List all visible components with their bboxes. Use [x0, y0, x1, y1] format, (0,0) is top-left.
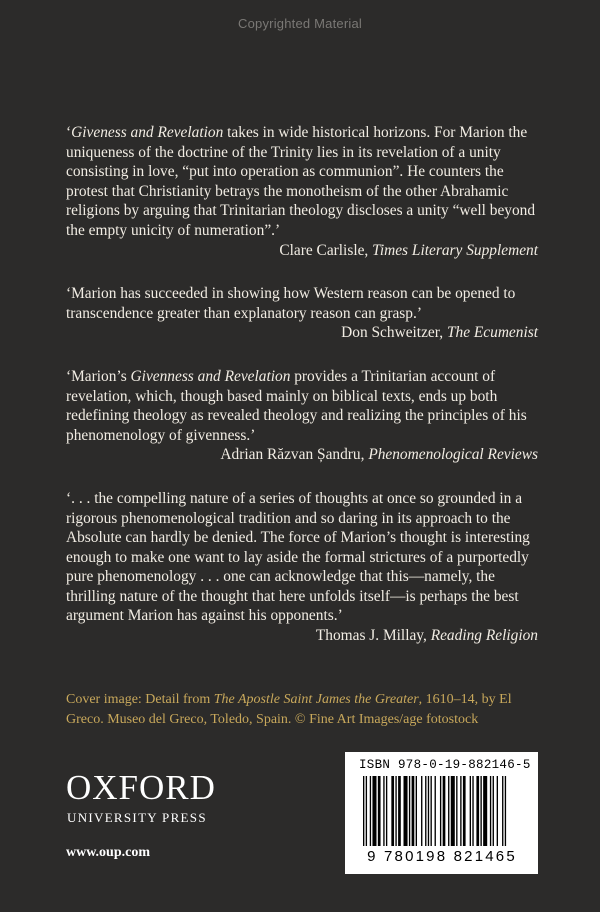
cover-credit-prefix: Cover image: Detail from [66, 692, 214, 707]
barcode-bar [421, 776, 422, 846]
quote-attribution [66, 626, 538, 646]
barcode-bar [412, 776, 415, 846]
barcode-bar [490, 776, 491, 846]
quote-text-run: provides a Trinitarian account of revelation, which, though based mainly on biblical texts, ends up both redefining theology as revealed theology and realizing the principles of his phenomenology of givenness.’ [66, 367, 527, 444]
barcode-bar [370, 776, 371, 846]
barcode-bar [363, 776, 364, 846]
barcode-bar [497, 776, 498, 846]
publisher-subtitle: UNIVERSITY PRESS [67, 810, 207, 825]
barcode-bar [404, 776, 408, 846]
publisher-logo: OXFORD [66, 768, 216, 807]
barcode-bar [470, 776, 471, 846]
barcode-bar [409, 776, 410, 846]
quote-text-run: ‘Marion has succeeded in showing how Western reason can be opened to transcendence greater than explanatory reason can grasp.’ [66, 285, 516, 322]
barcode-bar [383, 776, 384, 846]
barcode-bar [395, 776, 396, 846]
quote-attribution [66, 241, 538, 261]
quote-author: Adrian Răzvan Șandru, [220, 446, 369, 464]
copyright-watermark: Copyrighted Material [238, 16, 362, 31]
barcode-bar [440, 776, 441, 846]
barcode-bar [443, 776, 446, 846]
quote-source: Phenomenological Reviews [368, 446, 538, 464]
quote-attribution [66, 323, 538, 343]
barcode-bar [378, 776, 381, 846]
barcode-bar [456, 776, 457, 846]
quote-text [66, 367, 544, 445]
barcode-bar [502, 776, 503, 846]
isbn-label: ISBN 978-0-19-882146-5 [359, 758, 531, 772]
quote-source: Reading Religion [430, 627, 538, 645]
quote-source: The Ecumenist [446, 324, 538, 342]
barcode-bar [451, 776, 455, 846]
quote-text [66, 284, 544, 323]
quote-text-run: ‘ [66, 124, 72, 141]
barcode-digits: 9 780198 821465 [367, 848, 517, 865]
isbn-barcode [345, 752, 538, 874]
quote-text-run: ‘. . . the compelling nature of a series of thoughts at once so grounded in a rigorous phenomenological tradition and so daring in its approach to the Absolute can hardly be denied. The force of Marion’s thought is interesting enough to make one want to lay aside the formal strictures of a purportedly pure phenomenology . . . one can acknowledge that this—namely, the thrilling nature of the thought that here unfolds itself—is perhaps the best argument Marion has against his opponents.’ [66, 489, 530, 625]
barcode-bar [448, 776, 449, 846]
cover-image-credit [66, 690, 546, 730]
quote-text-italic: Giveness and Revelation [71, 124, 224, 141]
barcode-bar [460, 776, 461, 846]
quote-author: Clare Carlisle, [279, 241, 373, 259]
publisher-url[interactable]: www.oup.com [66, 845, 151, 860]
barcode-bar [435, 776, 436, 846]
quote-text-italic: Givenness and Revelation [130, 367, 291, 385]
barcode-bar [472, 776, 473, 846]
review-quote [66, 489, 544, 646]
barcode-bar [493, 776, 494, 846]
barcode-bar [366, 776, 367, 846]
barcode-bar [505, 776, 506, 846]
quote-attribution [66, 445, 538, 465]
barcode-bar [483, 776, 487, 846]
barcode-bar [428, 776, 429, 846]
quote-author: Don Schweitzer, [341, 324, 447, 342]
barcode-bar [476, 776, 479, 846]
quote-text [66, 123, 544, 241]
quote-text-run: takes in wide historical horizons. For Marion the uniqueness of the doctrine of the Trinity lies in its revelation of a unity consisting in love, “put into operation as communion”. He counters the protest that Christianity betrays the monotheism of the other Abrahamic religions by arguing that Trinitarian theology discloses a unity “well beyond the empty unicity of numeration”.’ [66, 124, 536, 239]
barcode-bar [372, 776, 376, 846]
cover-credit-title: The Apostle Saint James the Greater [213, 692, 419, 707]
review-quotes [66, 123, 544, 670]
barcode-bar [425, 776, 426, 846]
barcode-bar [416, 776, 417, 846]
barcode-bar [398, 776, 401, 846]
barcode-bar [463, 776, 466, 846]
quote-text-run: ‘Marion’s [66, 367, 131, 385]
review-quote [66, 367, 544, 465]
barcode-bar [431, 776, 432, 846]
quote-text [66, 489, 544, 626]
review-quote [66, 123, 544, 260]
quote-author: Thomas J. Millay, [315, 627, 431, 645]
review-quote [66, 284, 544, 343]
quote-source: Times Literary Supplement [372, 241, 538, 259]
barcode-bar [386, 776, 387, 846]
barcode-bar [480, 776, 481, 846]
cover-credit-suffix: , 1610–14, by El Greco. Museo del Greco, Toledo, Spain. © Fine Art Images/age fotostock [66, 692, 512, 727]
barcode-bar [391, 776, 394, 846]
